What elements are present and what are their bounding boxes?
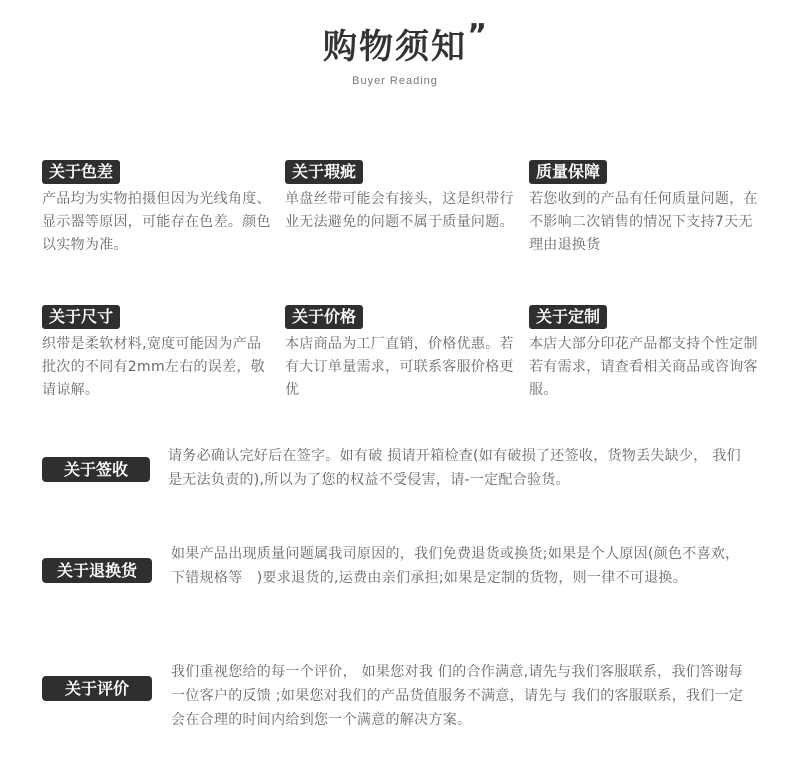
row-signing — [42, 444, 752, 504]
card-color-difference — [42, 160, 272, 257]
card-customization — [529, 305, 759, 402]
page-title-text: 购物须知 — [323, 27, 467, 67]
card-defects — [285, 160, 515, 234]
row-reviews — [42, 660, 752, 734]
card-text: 本店商品为工厂直销，价格优惠。若有大订单量需求，可联系客服价格更优 — [285, 336, 514, 398]
title-quote-mark: ” — [467, 18, 489, 53]
card-text: 单盘丝带可能会有接头，这是织带行业无法避免的问题不属于质量问题。 — [285, 191, 514, 230]
page-header — [0, 18, 790, 88]
card-size — [42, 305, 272, 402]
page-title — [323, 18, 489, 72]
card-label: 关于尺寸 — [42, 305, 120, 329]
card-price — [285, 305, 515, 402]
card-text: 若您收到的产品有任何质量问题，在不影响二次销售的情况下支持7天无理由退换货 — [529, 191, 758, 253]
row-label: 关于签收 — [42, 457, 150, 482]
card-text: 本店大部分印花产品都支持个性定制若有需求，请查看相关商品或咨询客服。 — [529, 336, 758, 398]
row-text: 我们重视您给的每一个评价， 如果您对我 们的合作满意,请先与我们客服联系，我们答谢每一位客户的反馈 ;如果您对我们的产品货值服务不满意，请先与 我们的客服联系，我们一定会在合理的时间内给到您一个满意的解决方案。 — [171, 664, 744, 728]
card-text: 产品均为实物拍摄但因为光线角度、显示器等原因，可能存在色差。颜色以实物为准。 — [42, 191, 271, 253]
row-text: 请务必确认完好后在签字。如有破 损请开箱检查(如有破损了还签收，货物丢失缺少， 我们是无法负责的),所以为了您的权益不受侵害，请-一定配合验货。 — [168, 448, 741, 488]
card-label: 质量保障 — [529, 160, 607, 184]
card-label: 关于定制 — [529, 305, 607, 329]
row-label: 关于评价 — [42, 676, 152, 701]
card-label: 关于价格 — [285, 305, 363, 329]
card-quality-guarantee — [529, 160, 759, 257]
page-subtitle: Buyer Reading — [352, 75, 438, 87]
card-text: 织带是柔软材料,宽度可能因为产品批次的不同有2mm左右的误差，敬请谅解。 — [42, 336, 265, 398]
row-label: 关于退换货 — [42, 558, 152, 583]
card-label: 关于色差 — [42, 160, 120, 184]
row-text: 如果产品出现质量问题属我司原因的，我们免费退货或换货;如果是个人原因(颜色不喜欢，下错规格等 )要求退货的,运费由亲们承担;如果是定制的货物，则一律不可退换。 — [171, 546, 740, 586]
card-label: 关于瑕疵 — [285, 160, 363, 184]
row-returns — [42, 542, 752, 616]
